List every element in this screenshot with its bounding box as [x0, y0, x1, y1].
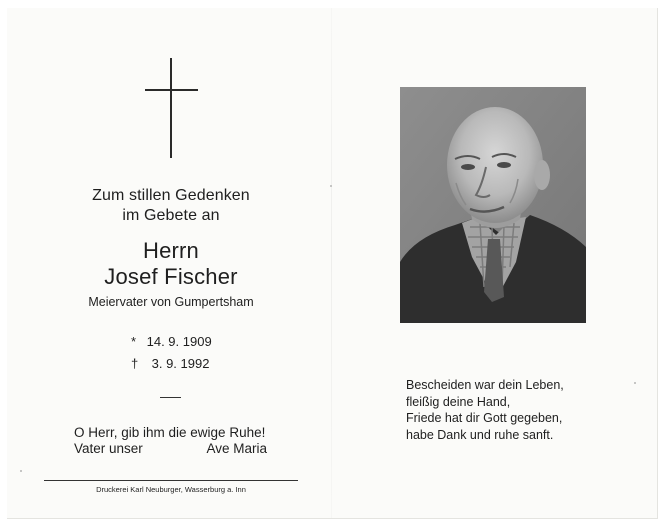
birth-line	[131, 334, 212, 350]
death-symbol: †	[131, 356, 139, 371]
printer-credit: Druckerei Karl Neuburger, Wasserburg a. Inn	[96, 485, 246, 494]
prayer-line-2	[74, 441, 267, 457]
poem-line-4: habe Dank und ruhe sanft.	[406, 427, 554, 442]
paper-speck	[634, 382, 636, 384]
portrait-illustration	[400, 87, 586, 323]
divider-short	[160, 397, 181, 398]
cross-icon	[170, 58, 172, 158]
cross-icon-bar	[145, 89, 198, 91]
prayer-ave-maria: Ave Maria	[206, 441, 267, 456]
card-fold-line	[331, 8, 332, 518]
death-line	[131, 356, 209, 372]
poem-line-1: Bescheiden war dein Leben,	[406, 378, 564, 392]
bottom-divider	[44, 480, 298, 481]
prayer-line-1: O Herr, gib ihm die ewige Ruhe!	[74, 425, 266, 440]
deceased-title: Meiervater von Gumpertsham	[88, 295, 254, 309]
death-date: 3. 9. 1992	[151, 356, 210, 371]
poem-line-3: Friede hat dir Gott gegeben,	[406, 411, 563, 425]
portrait-photo	[400, 87, 586, 323]
poem-line-2: fleißig deine Hand,	[406, 394, 511, 409]
intro-line-2: im Gebete an	[122, 207, 220, 224]
intro-line-1: Zum stillen Gedenken	[92, 187, 250, 204]
memorial-poem	[406, 377, 564, 443]
birth-symbol: *	[131, 334, 137, 349]
birth-date: 14. 9. 1909	[146, 334, 212, 349]
deceased-name: Josef Fischer	[104, 264, 238, 289]
salutation: Herrn	[142, 238, 199, 263]
prayer-vater-unser: Vater unser	[74, 441, 143, 456]
paper-speck	[20, 470, 22, 472]
paper-speck	[330, 185, 332, 187]
